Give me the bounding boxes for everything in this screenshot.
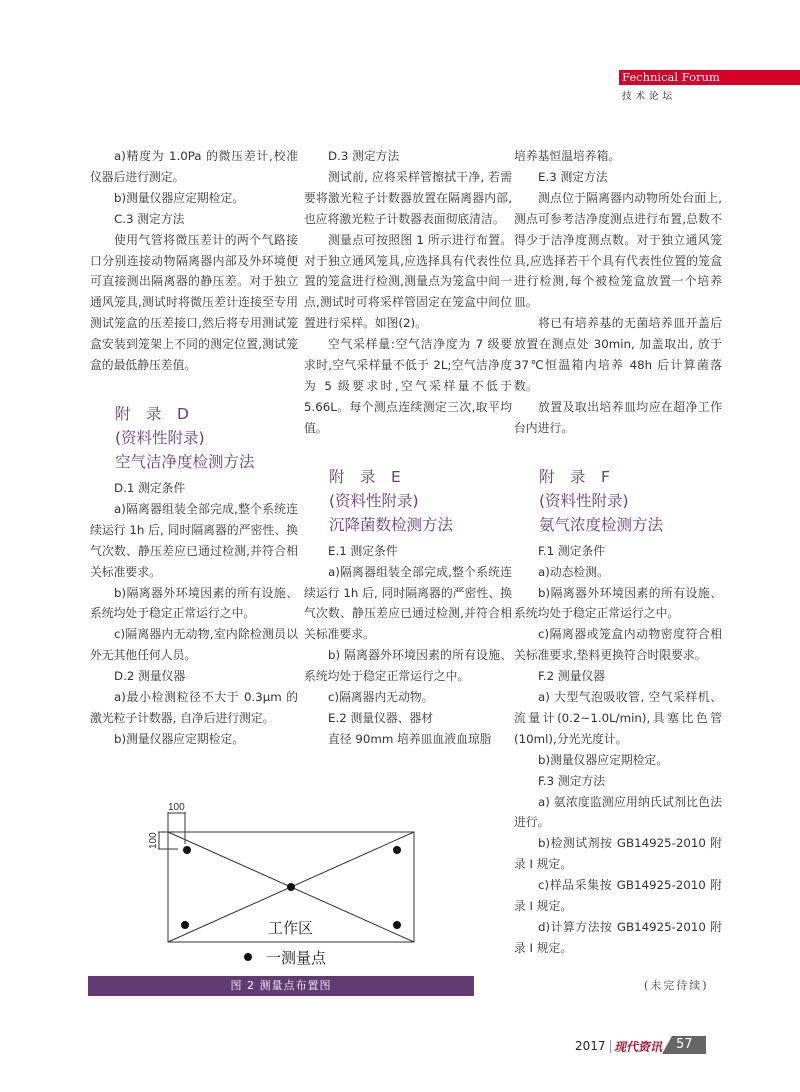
appendix-name: 空气洁净度检测方法 [115, 452, 255, 471]
measurement-point [287, 883, 295, 891]
appendix-name: 沉降菌数检测方法 [329, 515, 454, 534]
paragraph: a)隔离器组装全部完成,整个系统连续运行 1h 后, 同时隔离器的严密性、换气次数、静压差应已通过检测,并符合相关标准要求。 [304, 564, 512, 642]
measurement-point [393, 921, 401, 929]
legend-label: 一测量点 [266, 949, 327, 967]
paragraph: D.1 测定条件 [114, 480, 186, 495]
paragraph: b) 隔离器外环境因素的所有设施、系统均处于稳定正常运行之中。 [304, 648, 512, 684]
paragraph: C.3 测定方法 [114, 211, 185, 226]
figure-caption: 图 2 测量点布置图 [88, 976, 474, 996]
paragraph: 测试前, 应将采样管擦拭干净, 若需要将激光粒子计数器放置在隔离器内部,也应将激光粒子计数器表面彻底清洁。 [304, 169, 512, 226]
magazine-logo: 现代资讯 [614, 1040, 663, 1054]
paragraph: 使用气管将微压差计的两个气路接口分别连接动物隔离器内部及外环境便可直接测出隔离器的静压差。对于独立通风笼具,测试时将微压差计连接至专用测试笼盒的压差接口,然后将专用测试笼盒安装到笼架上不同的测定位置,测试笼盒的最低静压差值。 [90, 232, 298, 373]
paragraph: b)测量仪器应定期检定。 [114, 731, 245, 746]
paragraph: c)隔离器或笼盒内动物密度符合相关标准要求,垫料更换符合时限要求。 [514, 627, 722, 663]
appendix-subtitle: (资料性附录) [329, 491, 419, 510]
text-column-1 [90, 146, 298, 750]
dimension-label-horizontal: 100 [168, 802, 185, 813]
paragraph: E.2 测量仪器、器材 [328, 710, 434, 725]
appendix-heading [514, 465, 722, 537]
paragraph: b)测量仪器应定期检定。 [538, 752, 669, 767]
paragraph: a)动态检测。 [538, 564, 609, 579]
paragraph: b)检测试剂按 GB14925-2010 附录 I 规定。 [514, 836, 722, 872]
appendix-heading [90, 402, 298, 474]
paragraph: 将已有培养基的无菌培养皿开盖后放置在测点处 30min, 加盖取出, 放于 37℃恒温箱内培养 48h 后计算菌落数。 [514, 316, 722, 393]
paragraph: a)精度为 1.0Pa 的微压差计,校准仪器后进行测定。 [90, 149, 298, 184]
appendix-heading [304, 465, 512, 537]
paragraph: b)隔离器外环境因素的所有设施、系统均处于稳定正常运行之中。 [90, 585, 298, 621]
footer-divider [610, 1040, 611, 1053]
paragraph: D.3 测定方法 [328, 149, 400, 163]
appendix-title: 附 录 E [329, 467, 401, 486]
paragraph: a) 大型气泡吸收管, 空气采样机、流量计(0.2~1.0L/min),具塞比色管(10ml),分光光度计。 [514, 690, 722, 746]
paragraph: a)隔离器组装全部完成,整个系统连续运行 1h 后, 同时隔离器的严密性、换气次数、静压差应已通过检测,并符合相关标准要求。 [90, 501, 298, 579]
dimension-label-vertical: 100 [148, 832, 159, 849]
paragraph: 培养基恒温培养箱。 [514, 149, 621, 163]
paragraph: 空气采样量:空气洁净度为 7 级要求时,空气采样量不低于 2L;空气洁净度为 5 级要求时,空气采样量不低于 5.66L。每个测点连续测定三次,取平均值。 [304, 337, 512, 435]
page-number: 57 [676, 1037, 693, 1052]
paragraph: 测量点可按照图 1 所示进行布置。对于独立通风笼具,应选择具有代表性位置的笼盒进行检测,测量点为笼盒中间一点,测试时可将采样管固定在笼盒中间位置进行采样。如图(2)。 [304, 232, 512, 331]
appendix-subtitle: (资料性附录) [115, 428, 205, 447]
section-title-en: Fechnical Forum [622, 70, 720, 84]
text-column-3 [514, 146, 722, 959]
paragraph: a)最小检测粒径不大于 0.3μm 的激光粒子计数器, 自净后进行测定。 [90, 690, 298, 725]
paragraph: 直径 90mm 培养皿血液血琼脂 [328, 731, 492, 746]
paragraph: b)隔离器外环境因素的所有设施、系统均处于稳定正常运行之中。 [514, 585, 722, 621]
paragraph: a) 氨浓度监测应用纳氏试剂比色法进行。 [514, 794, 722, 830]
paragraph: D.2 测量仪器 [114, 669, 186, 684]
measurement-point [183, 846, 191, 854]
paragraph: F.1 测定条件 [538, 543, 606, 558]
paragraph: E.3 测定方法 [538, 169, 608, 184]
legend-point-icon [244, 953, 252, 961]
paragraph: 测点位于隔离器内动物所处台面上,测点可参考洁净度测点进行布置,总数不得少于洁净度测点数。对于独立通风笼具,应选择若干个具有代表性位置的笼盒进行检测,每个被检笼盒放置一个培养皿。 [514, 190, 722, 310]
appendix-title: 附 录 F [539, 467, 610, 486]
text-column-2 [304, 146, 512, 750]
to-be-continued-note: (未完待续) [644, 979, 709, 992]
appendix-subtitle: (资料性附录) [539, 491, 629, 510]
section-title-cn: 技术论坛 [622, 91, 677, 102]
paragraph: c)样品采集按 GB14925-2010 附录 I 规定。 [514, 878, 722, 914]
measurement-point-diagram [88, 800, 474, 982]
paragraph: E.1 测定条件 [328, 543, 398, 558]
work-zone-label: 工作区 [268, 919, 314, 937]
paragraph: c)隔离器内无动物,室内除检测员以外无其他任何人员。 [90, 627, 298, 663]
measurement-point [393, 846, 401, 854]
paragraph: F.2 测量仪器 [538, 669, 606, 684]
paragraph: d)计算方法按 GB14925-2010 附录 I 规定。 [514, 920, 722, 955]
paragraph: F.3 测定方法 [538, 773, 606, 788]
paragraph: 放置及取出培养皿均应在超净工作台内进行。 [514, 399, 722, 435]
paragraph: c)隔离器内无动物。 [328, 690, 434, 705]
appendix-title: 附 录 D [115, 404, 189, 423]
footer-year: 2017 [575, 1039, 606, 1053]
paragraph: b)测量仪器应定期检定。 [114, 190, 245, 205]
appendix-name: 氨气浓度检测方法 [539, 515, 664, 534]
measurement-point [181, 921, 189, 929]
